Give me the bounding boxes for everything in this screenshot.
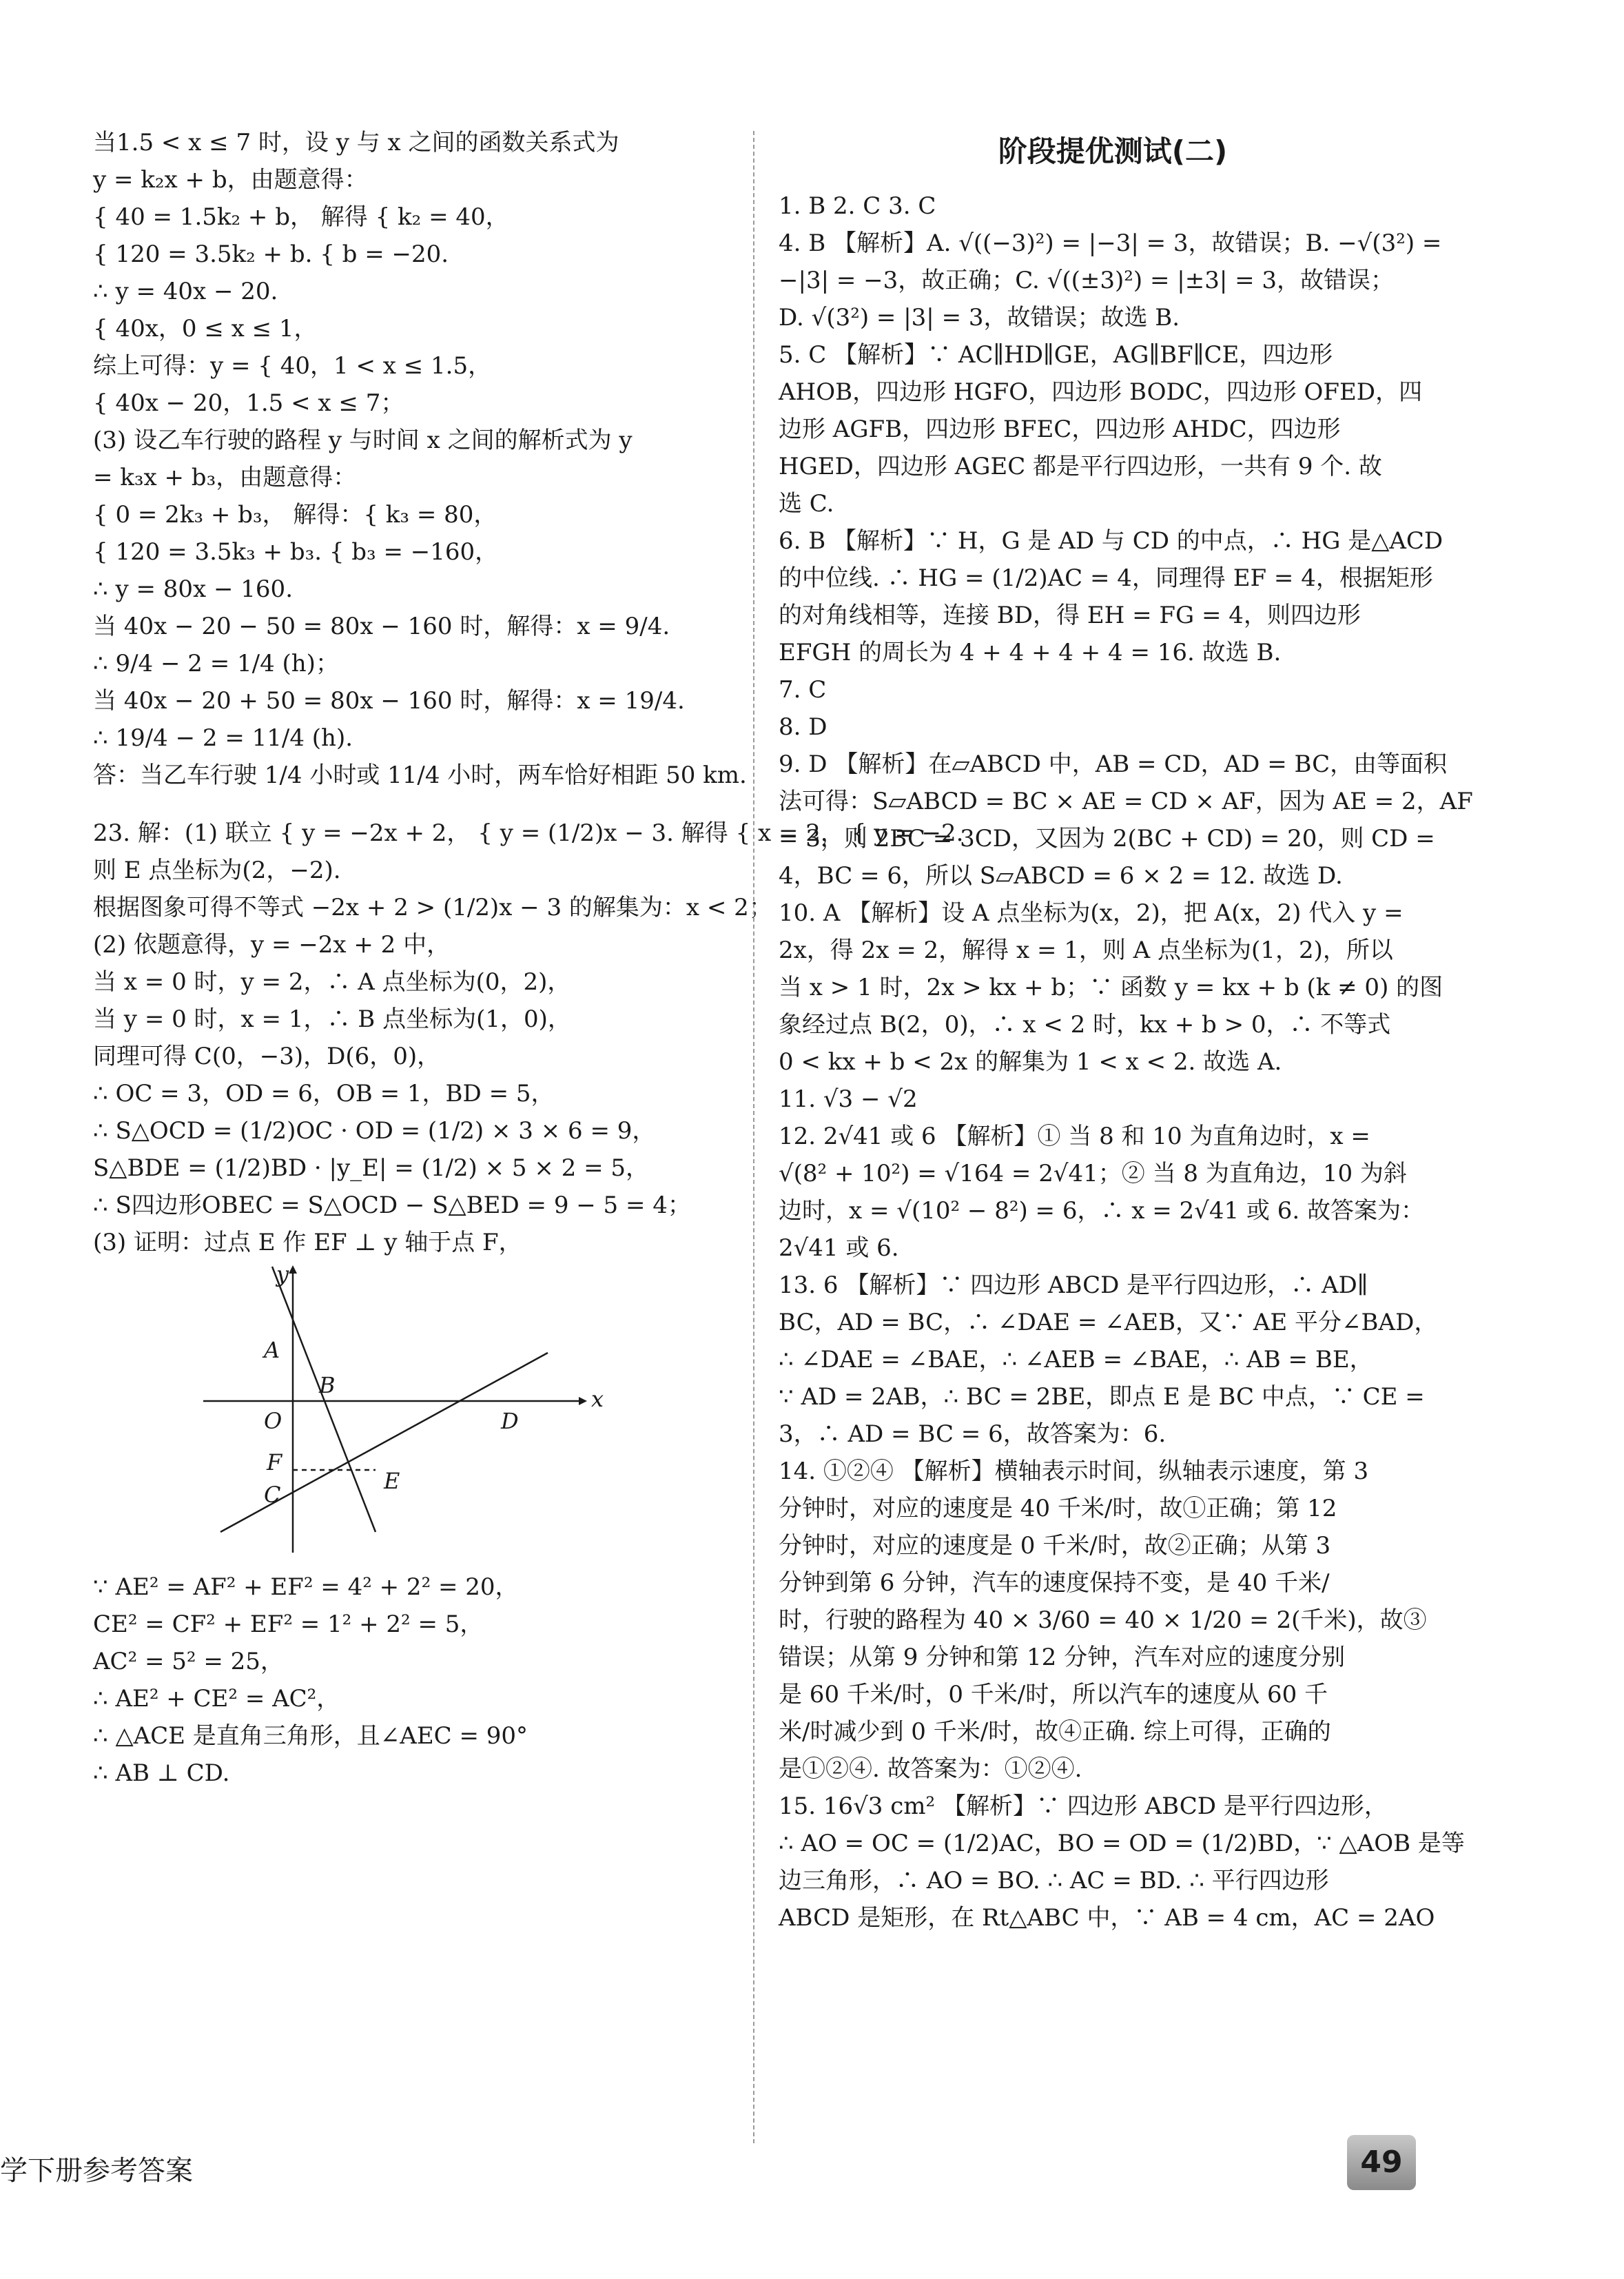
text-line: S△BDE = (1/2)BD · |y_E| = (1/2) × 5 × 2 = 5，: [93, 1154, 650, 1182]
y-label: y: [276, 1261, 289, 1287]
text-line: 10. A 【解析】设 A 点坐标为(x，2)，把 A(x，2) 代入 y =: [779, 899, 1404, 927]
page-number: 49: [1347, 2135, 1416, 2190]
text-line: ∴ AB ⊥ CD.: [93, 1759, 230, 1787]
text-line: 1. B 2. C 3. C: [779, 192, 936, 220]
line-ab: [272, 1267, 376, 1532]
text-line: D. √(3²) = |3| = 3，故错误；故选 B.: [779, 304, 1180, 331]
text-line: ∴ 9/4 − 2 = 1/4 (h)；: [93, 650, 339, 677]
point-c-label: C: [264, 1482, 281, 1508]
figure-svg: [203, 1261, 617, 1563]
text-line: ∴ 19/4 − 2 = 11/4 (h).: [93, 724, 353, 752]
footer-label: 学下册参考答案: [0, 2155, 193, 2187]
text-line: 综上可得：y = { 40，1 < x ≤ 1.5，: [93, 352, 492, 380]
text-line: ∴ ∠DAE = ∠BAE，∴ ∠AEB = ∠BAE，∴ AB = BE，: [779, 1346, 1373, 1373]
text-line: 6. B 【解析】∵ H，G 是 AD 与 CD 的中点，∴ HG 是△ACD: [779, 527, 1443, 555]
text-line: 根据图象可得不等式 −2x + 2 > (1/2)x − 3 的解集为：x < 2；: [93, 894, 772, 921]
text-line: 0 < kx + b < 2x 的解集为 1 < x < 2. 故选 A.: [779, 1048, 1282, 1076]
text-line: 当1.5 < x ≤ 7 时，设 y 与 x 之间的函数关系式为: [93, 129, 619, 156]
text-line: −|3| = −3，故正确；C. √((±3)²) = |±3| = 3，故错误；: [779, 267, 1395, 294]
text-line: 14. ①②④ 【解析】横轴表示时间，纵轴表示速度，第 3: [779, 1458, 1369, 1485]
text-line: 8. D: [779, 713, 828, 741]
text-line: 则 E 点坐标为(2，−2).: [93, 857, 341, 884]
text-line: ABCD 是矩形，在 Rt△ABC 中，∵ AB = 4 cm，AC = 2AO: [779, 1904, 1435, 1932]
text-line: BC，AD = BC，∴ ∠DAE = ∠AEB，又∵ AE 平分∠BAD，: [779, 1309, 1438, 1336]
text-line: ∵ AE² = AF² + EF² = 4² + 2² = 20，: [93, 1573, 519, 1601]
text-line: AC² = 5² = 25，: [93, 1648, 284, 1675]
text-line: 是①②④. 故答案为：①②④.: [779, 1755, 1082, 1783]
text-line: 选 C.: [779, 490, 834, 518]
text-line: 边三角形，∴ AO = BO. ∴ AC = BD. ∴ 平行四边形: [779, 1867, 1329, 1894]
text-line: 米/时减少到 0 千米/时，故④正确. 综上可得，正确的: [779, 1718, 1331, 1746]
text-line: CE² = CF² + EF² = 1² + 2² = 5，: [93, 1611, 484, 1638]
text-line: ∵ AD = 2AB，∴ BC = 2BE，即点 E 是 BC 中点，∵ CE =: [779, 1383, 1425, 1411]
text-line: 当 x > 1 时，2x > kx + b；∵ 函数 y = kx + b (k ≠ 0) 的图: [779, 974, 1443, 1001]
point-e-label: E: [384, 1468, 400, 1494]
text-line: 2x，得 2x = 2，解得 x = 1，则 A 点坐标为(1，2)，所以: [779, 937, 1393, 964]
text-line: √(8² + 10²) = √164 = 2√41；② 当 8 为直角边，10 为斜: [779, 1160, 1407, 1187]
text-line: 4. B 【解析】A. √((−3)²) = |−3| = 3，故错误；B. −√(3²) =: [779, 229, 1442, 257]
y-arrow: [289, 1265, 297, 1274]
text-line: ∴ S四边形OBEC = S△OCD − S△BED = 9 − 5 = 4；: [93, 1192, 691, 1219]
text-line: 边形 AGFB，四边形 BFEC，四边形 AHDC，四边形: [779, 416, 1341, 443]
text-line: 3，∴ AD = BC = 6，故答案为：6.: [779, 1420, 1166, 1448]
text-line: { 40 = 1.5k₂ + b， 解得 { k₂ = 40，: [93, 203, 509, 231]
text-line: 分钟时，对应的速度是 40 千米/时，故①正确；第 12: [779, 1495, 1337, 1522]
text-line: 15. 16√3 cm² 【解析】∵ 四边形 ABCD 是平行四边形，: [779, 1792, 1388, 1820]
text-line: 当 x = 0 时，y = 2，∴ A 点坐标为(0，2)，: [93, 968, 571, 996]
point-o-label: O: [264, 1408, 282, 1434]
text-line: (3) 设乙车行驶的路程 y 与时间 x 之间的解析式为 y: [93, 427, 633, 454]
text-line: ∴ OC = 3，OD = 6，OB = 1，BD = 5，: [93, 1080, 555, 1107]
text-line: 时，行驶的路程为 40 × 3/60 = 40 × 1/20 = 2(千米)，故③: [779, 1606, 1427, 1634]
section-title: 阶段提优测试(二): [998, 134, 1228, 168]
text-line: { 0 = 2k₃ + b₃， 解得：{ k₃ = 80，: [93, 501, 497, 529]
text-line: ∴ S△OCD = (1/2)OC · OD = (1/2) × 3 × 6 = 9，: [93, 1117, 656, 1145]
point-f-label: F: [267, 1449, 282, 1475]
point-a-label: A: [264, 1337, 280, 1363]
column-divider: [753, 131, 754, 2143]
text-line: 7. C: [779, 676, 827, 704]
text-line: 2√41 或 6.: [779, 1234, 899, 1262]
text-line: 的对角线相等，连接 BD，得 EH = FG = 4，则四边形: [779, 602, 1361, 629]
text-line: ∴ AE² + CE² = AC²，: [93, 1685, 340, 1713]
text-line: ∴ y = 40x − 20.: [93, 278, 278, 305]
text-line: 答：当乙车行驶 1/4 小时或 11/4 小时，两车恰好相距 50 km.: [93, 762, 747, 789]
text-line: y = k₂x + b，由题意得：: [93, 166, 368, 194]
text-line: = k₃x + b₃，由题意得：: [93, 464, 357, 491]
text-line: 当 40x − 20 + 50 = 80x − 160 时，解得：x = 19/4.: [93, 687, 685, 715]
text-line: 分钟时，对应的速度是 0 千米/时，故②正确；从第 3: [779, 1532, 1331, 1560]
text-line: 23. 解：(1) 联立 { y = −2x + 2， { y = (1/2)x − 3. 解得 { x = 2， { y = −2.: [93, 819, 964, 847]
text-line: 当 40x − 20 − 50 = 80x − 160 时，解得：x = 9/4.: [93, 613, 670, 640]
text-line: { 40x − 20，1.5 < x ≤ 7；: [93, 389, 404, 417]
text-line: 分钟到第 6 分钟，汽车的速度保持不变，是 40 千米/: [779, 1569, 1330, 1597]
text-line: 4，BC = 6，所以 S▱ABCD = 6 × 2 = 12. 故选 D.: [779, 862, 1343, 890]
text-line: 9. D 【解析】在▱ABCD 中，AB = CD，AD = BC，由等面积: [779, 750, 1448, 778]
text-line: { 40x，0 ≤ x ≤ 1，: [93, 315, 318, 343]
text-line: 法可得：S▱ABCD = BC × AE = CD × AF，因为 AE = 2，AF: [779, 788, 1473, 815]
text-line: 的中位线. ∴ HG = (1/2)AC = 4，同理得 EF = 4，根据矩形: [779, 564, 1433, 592]
text-line: 11. √3 − √2: [779, 1085, 918, 1113]
text-line: 是 60 千米/时，0 千米/时，所以汽车的速度从 60 千: [779, 1681, 1328, 1708]
text-line: 象经过点 B(2，0)，∴ x < 2 时，kx + b > 0，∴ 不等式: [779, 1011, 1391, 1039]
text-line: ∴ △ACE 是直角三角形，且∠AEC = 90°: [93, 1722, 528, 1750]
text-line: 13. 6 【解析】∵ 四边形 ABCD 是平行四边形，∴ AD∥: [779, 1271, 1368, 1299]
text-line: = 3，则 2BC = 3CD，又因为 2(BC + CD) = 20，则 CD =: [779, 825, 1435, 852]
text-line: { 120 = 3.5k₃ + b₃. { b₃ = −160，: [93, 538, 499, 566]
text-line: [779, 1936, 1447, 1974]
text-line: EFGH 的周长为 4 + 4 + 4 + 4 = 16. 故选 B.: [779, 639, 1282, 666]
text-line: 同理可得 C(0，−3)，D(6，0)，: [93, 1043, 441, 1070]
text-line: ∴ y = 80x − 160.: [93, 575, 293, 603]
x-arrow: [579, 1397, 587, 1405]
text-line: { 120 = 3.5k₂ + b. { b = −20.: [93, 241, 449, 268]
text-line: 错误；从第 9 分钟和第 12 分钟，汽车对应的速度分别: [779, 1644, 1346, 1671]
text-line: ∴ AO = OC = (1/2)AC，BO = OD = (1/2)BD，∵ △AOB 是等: [779, 1830, 1465, 1857]
text-line: 当 y = 0 时，x = 1，∴ B 点坐标为(1，0)，: [93, 1005, 571, 1033]
text-line: 5. C 【解析】∵ AC∥HD∥GE，AG∥BF∥CE，四边形: [779, 341, 1333, 369]
text-line: AHOB，四边形 HGFO，四边形 BODC，四边形 OFED，四: [779, 378, 1423, 406]
point-d-label: D: [501, 1408, 519, 1434]
x-label: x: [591, 1386, 604, 1412]
text-line: 12. 2√41 或 6 【解析】① 当 8 和 10 为直角边时，x =: [779, 1123, 1370, 1150]
text-line: 边时，x = √(10² − 8²) = 6，∴ x = 2√41 或 6. 故答案为：: [779, 1197, 1424, 1225]
point-b-label: B: [319, 1372, 336, 1398]
text-line: (2) 依题意得，y = −2x + 2 中，: [93, 931, 451, 959]
right-column: [779, 124, 1473, 1974]
text-line: HGED，四边形 AGEC 都是平行四边形，一共有 9 个. 故: [779, 453, 1382, 480]
text-line: (3) 证明：过点 E 作 EF ⊥ y 轴于点 F，: [93, 1229, 522, 1256]
coordinate-figure: [203, 1261, 617, 1563]
